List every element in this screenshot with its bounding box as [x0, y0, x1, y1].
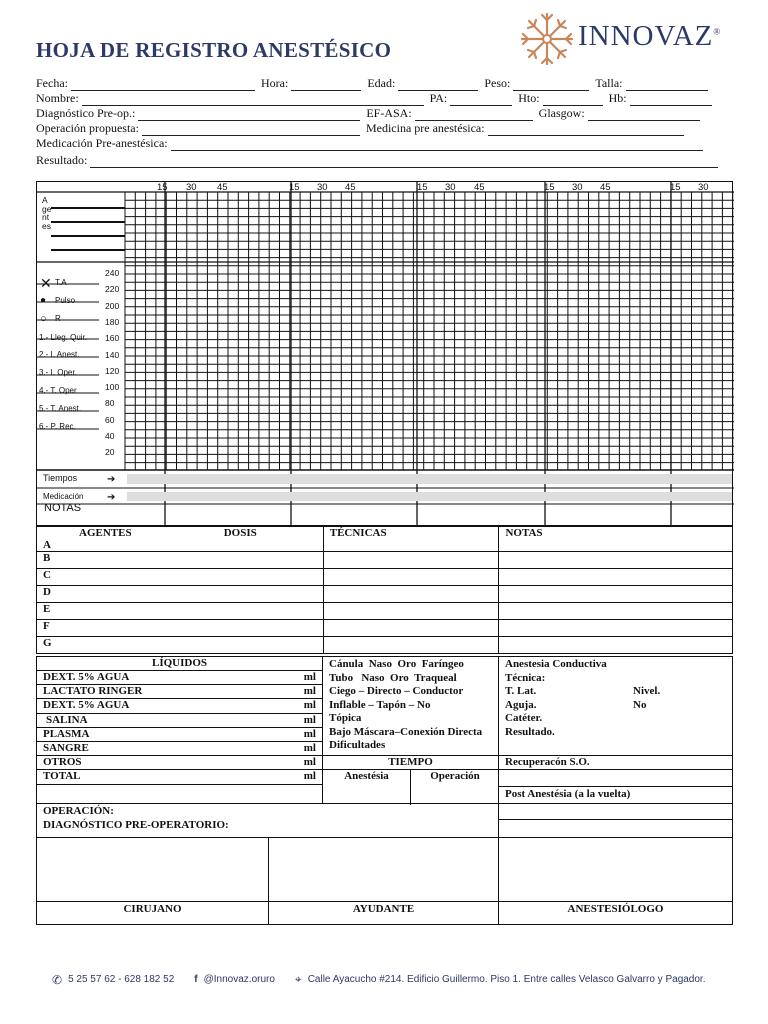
liquido-label: DEXT. 5% AGUA	[43, 699, 130, 712]
minute-tick: 15	[670, 182, 681, 193]
minute-tick: 45	[474, 182, 485, 193]
operacion-label: OPERACIÓN:	[43, 805, 114, 817]
table-row[interactable]	[37, 637, 733, 654]
operacion-label: Operación propuesta:	[36, 121, 139, 135]
legend-item: 5.- T. Anest.	[39, 404, 82, 413]
fecha-field[interactable]	[71, 80, 255, 91]
liquido-row[interactable]	[37, 742, 322, 756]
minute-tick: 45	[345, 182, 356, 193]
agents-header-row	[37, 527, 733, 552]
tecnica-line: Inflable – Tapón – No	[329, 698, 431, 711]
page-title: HOJA DE REGISTRO ANESTÉSICO	[36, 38, 392, 62]
minute-tick: 30	[445, 182, 456, 193]
conductiva-aguja: Aguja.	[505, 698, 537, 711]
operacion-field[interactable]	[142, 125, 360, 136]
tecnica-line: Dificultades	[329, 739, 386, 751]
conductiva-resultado: Resultado.	[505, 725, 555, 738]
minute-tick: 15	[417, 182, 428, 193]
liquido-label: PLASMA	[43, 727, 90, 740]
conductiva-tecnica: Técnica:	[505, 671, 546, 684]
facebook-icon: f	[194, 974, 198, 985]
hto-field[interactable]	[543, 95, 603, 106]
legend-item: 1.- Lleg. Quir.	[39, 333, 88, 342]
footer	[52, 972, 706, 987]
hb-label: Hb:	[608, 91, 627, 105]
circle-icon: ○	[40, 313, 47, 325]
legend-item: T.A	[55, 278, 67, 287]
dosis-header: DOSIS	[223, 527, 257, 539]
scale-tick: 140	[105, 349, 120, 360]
liquido-unit: ml	[303, 741, 316, 754]
liquido-row[interactable]	[37, 728, 322, 742]
medicacion-label: Medicación	[43, 492, 84, 501]
diagnostico-preop-label: DIAGNÓSTICO PRE-OPERATORIO:	[43, 819, 229, 831]
scale-tick: 240	[105, 268, 120, 278]
scale-tick: 160	[105, 333, 120, 344]
scale-tick: 60	[105, 414, 115, 425]
tiempo-operacion[interactable]: Operación	[430, 770, 480, 782]
operacion-right-block[interactable]	[498, 803, 733, 838]
liquidos-section	[36, 656, 323, 804]
diagnostico-label: Diagnóstico Pre-op.:	[36, 106, 136, 120]
patient-fields	[36, 76, 726, 168]
table-row[interactable]	[37, 569, 733, 586]
cirujano-signature[interactable]	[36, 837, 269, 925]
minute-tick: 15	[544, 182, 555, 193]
liquidos-list	[37, 671, 322, 785]
efasa-label: EF-ASA:	[366, 106, 412, 120]
scale-tick: 200	[105, 300, 120, 311]
tecnica-line: Bajo Máscara–Conexión Directa	[329, 725, 483, 738]
tecnicas-header: TÉCNICAS	[323, 527, 499, 552]
table-row[interactable]	[37, 620, 733, 637]
hb-field[interactable]	[630, 95, 712, 106]
notas-header: NOTAS	[499, 527, 733, 552]
liquido-row[interactable]	[37, 770, 322, 784]
conductiva-cateter: Catéter.	[505, 712, 543, 724]
medicacion-arrow-icon: ➔	[107, 492, 116, 503]
notas-label: NOTAS	[44, 502, 82, 514]
agent-row-label: B	[37, 552, 324, 569]
legend-item: 2.- I. Anest.	[39, 350, 80, 359]
agent-row-label: D	[37, 586, 324, 603]
liquido-row[interactable]	[37, 714, 322, 728]
tiempo-header: TIEMPO	[323, 755, 498, 769]
ayudante-label: AYUDANTE	[269, 901, 498, 916]
cross-icon: ✕	[40, 275, 52, 291]
nombre-field[interactable]	[82, 95, 424, 106]
glasgow-field[interactable]	[588, 110, 700, 121]
tecnica-line: Tubo Naso Oro Traqueal	[329, 671, 457, 684]
tecnica-line: Cánula Naso Oro Faríngeo	[329, 658, 464, 670]
post-anestesia-field[interactable]: Post Anestésia (a la vuelta)	[499, 786, 732, 802]
talla-label: Talla:	[595, 76, 623, 90]
scale-tick: 20	[105, 447, 115, 458]
liquido-label: OTROS	[43, 756, 82, 769]
efasa-field[interactable]	[415, 110, 533, 121]
footer-facebook[interactable]: @Innovaz.oruro	[203, 974, 275, 985]
agent-row-label: A	[43, 539, 51, 551]
pa-field[interactable]	[450, 95, 512, 106]
peso-label: Peso:	[484, 76, 511, 90]
scale-tick: 120	[105, 365, 120, 376]
medicacion-field[interactable]	[171, 140, 703, 151]
legend-item: 4.- T. Oper	[39, 386, 77, 395]
minute-tick: 45	[217, 182, 228, 193]
liquidos-header: LÍQUIDOS	[37, 657, 322, 671]
conductiva-no: No	[633, 698, 647, 711]
legend-item: Pulso	[55, 296, 76, 305]
minute-tick: 15	[157, 182, 168, 193]
talla-field[interactable]	[626, 80, 708, 91]
liquido-label: DEXT. 5% AGUA	[43, 671, 130, 683]
table-row[interactable]	[37, 552, 733, 569]
tecnica-line: Ciego – Directo – Conductor	[329, 685, 464, 697]
edad-field[interactable]	[398, 80, 478, 91]
minute-tick: 30	[698, 182, 709, 193]
tiempos-arrow-icon: ➔	[107, 474, 116, 485]
hora-field[interactable]	[291, 80, 361, 91]
liquido-row[interactable]	[37, 756, 322, 770]
liquido-label: SANGRE	[43, 741, 89, 754]
phone-icon: ✆	[52, 972, 63, 987]
diagnostico-field[interactable]	[138, 110, 360, 121]
minute-tick: 15	[289, 182, 300, 193]
scale-tick: 100	[105, 382, 120, 393]
resultado-field[interactable]	[90, 157, 718, 168]
operacion-block[interactable]	[36, 803, 499, 838]
anesthesia-chart[interactable]	[36, 181, 733, 526]
scale-tick: 80	[105, 398, 115, 409]
ayudante-signature[interactable]	[268, 837, 499, 925]
liquido-unit: ml	[303, 671, 316, 683]
medicina-field[interactable]	[488, 125, 684, 136]
liquido-row[interactable]	[37, 671, 322, 685]
brand-name: INNOVAZ®	[578, 20, 722, 52]
location-pin-icon: ⌖	[294, 972, 302, 986]
nombre-label: Nombre:	[36, 91, 79, 105]
table-row[interactable]	[37, 586, 733, 603]
tiempo-anestesia[interactable]: Anestésia	[323, 770, 411, 805]
agentes-vertical-label: Agentes	[42, 195, 52, 231]
legend-item: R	[55, 314, 61, 323]
scale-tick: 180	[105, 316, 120, 327]
resultado-label: Resultado:	[36, 153, 88, 167]
liquido-label: LACTATO RINGER	[43, 685, 143, 698]
liquido-row[interactable]	[37, 685, 322, 699]
minute-tick: 30	[317, 182, 328, 193]
fecha-label: Fecha:	[36, 76, 68, 90]
liquido-unit: ml	[303, 713, 316, 726]
anestesiologo-label: ANESTESIÓLOGO	[499, 901, 732, 916]
glasgow-label: Glasgow:	[538, 106, 585, 120]
footer-phone[interactable]: 5 25 57 62 - 628 182 52	[68, 974, 175, 985]
footer-address: Calle Ayacucho #214. Edificio Guillermo. Piso 1. Entre calles Velasco Galvarro y Pagador.	[307, 974, 706, 985]
liquido-unit: ml	[303, 685, 316, 698]
tecnicas-section	[322, 656, 499, 804]
agent-row-label: C	[37, 569, 324, 586]
filled-dot-icon: ●	[40, 295, 47, 306]
tecnicas-list	[323, 657, 498, 753]
conductiva-tlat: T. Lat.	[505, 685, 537, 697]
medicina-label: Medicina pre anestésica:	[365, 121, 485, 135]
snowflake-logo-icon	[518, 10, 576, 68]
legend-item: 6.- P. Rec.	[39, 422, 76, 431]
anestesiologo-signature[interactable]	[498, 837, 733, 925]
agent-row-label: F	[37, 620, 324, 637]
tiempos-label: Tiempos	[43, 473, 78, 483]
medicacion-label: Medicación Pre-anestésica:	[36, 136, 168, 150]
liquido-unit: ml	[303, 756, 316, 769]
agents-table	[36, 526, 733, 654]
liquido-unit: ml	[303, 770, 316, 783]
tecnica-line: Tópica	[329, 712, 362, 724]
agent-row-label: G	[37, 637, 324, 654]
scale-tick: 40	[105, 431, 115, 441]
liquido-row[interactable]	[37, 699, 322, 713]
conductiva-title: Anestesia Conductiva	[505, 658, 607, 670]
hto-label: Hto:	[518, 91, 540, 105]
cirujano-label: CIRUJANO	[37, 901, 268, 916]
peso-field[interactable]	[513, 80, 589, 91]
minute-tick: 45	[600, 182, 611, 193]
chart-grid-lines	[37, 182, 734, 527]
brand-logo	[518, 10, 728, 68]
liquido-label: SALINA	[46, 713, 88, 726]
conductiva-section	[498, 656, 733, 804]
agentes-header: AGENTES	[79, 527, 132, 539]
hora-label: Hora:	[261, 76, 289, 90]
liquido-unit: ml	[303, 727, 316, 740]
scale-tick: 220	[105, 284, 120, 295]
liquido-label: TOTAL	[43, 770, 81, 783]
edad-label: Edad:	[367, 76, 396, 90]
recuperacion-field[interactable]: Recuperacón S.O.	[499, 755, 732, 769]
conductiva-nivel: Nivel.	[633, 685, 661, 697]
pa-label: PA:	[429, 91, 448, 105]
minute-tick: 30	[572, 182, 583, 193]
liquido-unit: ml	[303, 699, 316, 712]
agent-row-label: E	[37, 603, 324, 620]
legend-item: 3.- I. Oper.	[39, 368, 77, 377]
table-row[interactable]	[37, 603, 733, 620]
minute-tick: 30	[186, 182, 197, 193]
